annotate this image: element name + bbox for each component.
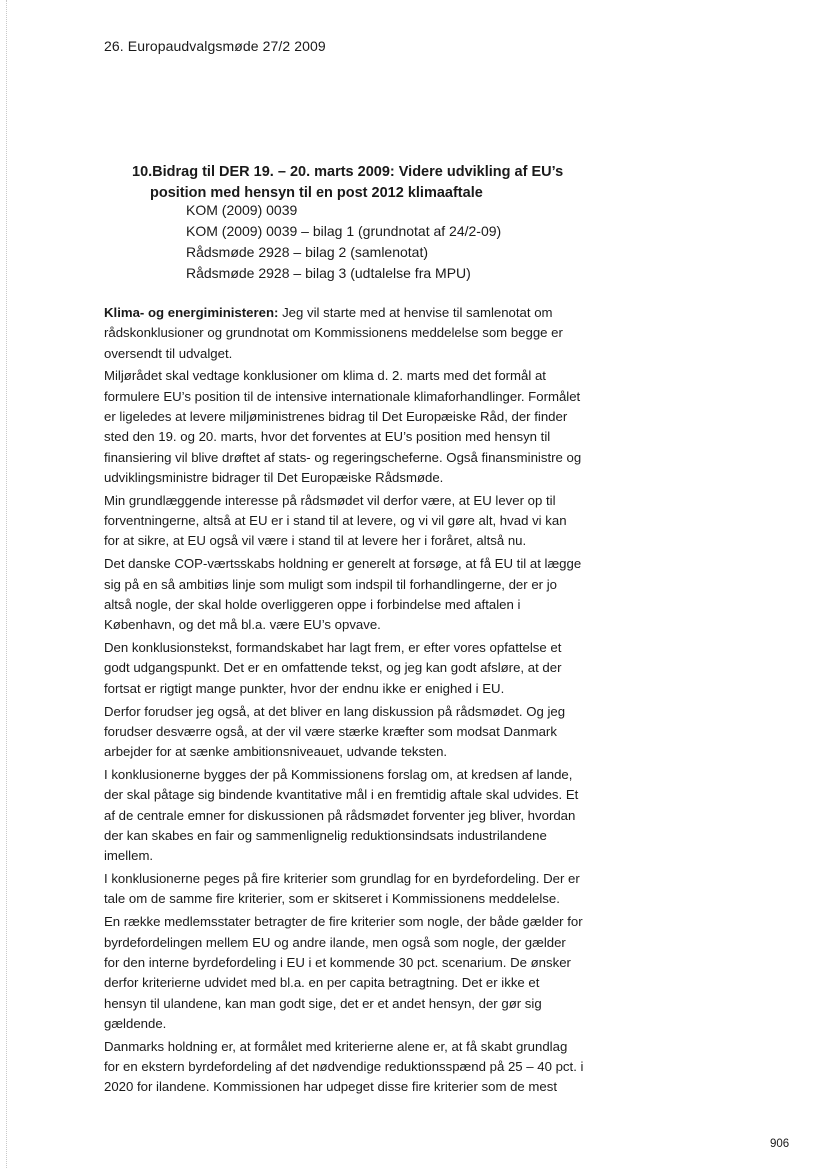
speaker-label: Klima- og energiministeren: [104, 305, 279, 320]
reference-item: Rådsmøde 2928 – bilag 2 (samlenotat) [186, 244, 429, 260]
page-header: 26. Europaudvalgsmøde 27/2 2009 [104, 38, 326, 54]
body-text [104, 303, 584, 1100]
page-number: 906 [770, 1138, 790, 1150]
paragraph: En række medlemsstater betragter de fire kriterier som nogle, der både gælder for byrdefordelingen mellem EU og andre ilande, men også som nogle, der gælder for den interne byrdefordeling i EU i et kommende 30 pct. scenarium. De ønsker derfor kriterierne udvidet med bl.a. en per capita betragtning. Det er ikke et hensyn til ulandene, kan man godt sige, det er et andet hensyn, der gør sig gældende. [104, 914, 583, 1031]
paragraph: Den konklusionstekst, formandskabet har lagt frem, er efter vores opfattelse et godt udgangspunkt. Det er en omfattende tekst, og jeg kan godt afsløre, at der fortsat er rigtigt mange punkter, hvor der endnu ikke er enighed i EU. [104, 640, 562, 696]
scan-edge-line [6, 0, 7, 1168]
reference-item: KOM (2009) 0039 [186, 202, 298, 218]
paragraph: Miljørådet skal vedtage konklusioner om klima d. 2. marts med det formål at formulere EU’s position til de intensive internationale klimaforhandlinger. Formålet er ligeledes at levere miljøministrenes bidrag til Det Europæiske Råd, der finder sted den 19. og 20. marts, hvor det forventes at EU’s position med hensyn til finansiering vil blive drøftet af stats- og regeringscheferne. Også finansministre og udviklingsministre bidrager til Det Europæiske Rådsmøde. [104, 368, 582, 485]
paragraph: Det danske COP-værtsskabs holdning er generelt at forsøge, at få EU til at lægge sig på en så ambitiøs linje som muligt som indspil til forhandlingerne, der er jo altså nogle, der skal holde overliggeren oppe i forbindelse med aftalen i København, og det må bl.a. være EU’s opvave. [104, 556, 582, 633]
paragraph [104, 303, 584, 364]
paragraph: I konklusionerne bygges der på Kommissionens forslag om, at kredsen af lande, der skal påtage sig bindende kvantitative mål i en fremtidig aftale skal udvides. Et af de centrale emner for diskussionen på rådsmødet forventer jeg bliver, hvordan der kan skabes en fair og sammenlignelig reduktionsindsats industrilandene imellem. [104, 767, 579, 864]
paragraph-text: Jeg vil starte med at henvise til samlenotat om rådskonklusioner og grundnotat om Kommissionens meddelelse som begge er oversendt til udvalget. [104, 305, 563, 361]
paragraph: Danmarks holdning er, at formålet med kriterierne alene er, at få skabt grundlag for en ekstern byrdefordeling af det nødvendige reduktionsspænd på 25 – 40 pct. i 2020 for ilandene. Kommissionen har udpeget disse fire kriterier som de mest [104, 1038, 584, 1095]
paragraph: Min grundlæggende interesse på rådsmødet vil derfor være, at EU lever op til forventningerne, altså at EU er i stand til at levere, og vi vil gøre alt, hvad vi kan for at sikre, at EU også vil være i stand til at levere her i foråret, altså nu. [104, 492, 567, 549]
section-title [132, 162, 732, 204]
section-title-line-2: position med hensyn til en post 2012 klimaaftale [150, 185, 483, 201]
reference-item: KOM (2009) 0039 – bilag 1 (grundnotat af 24/2-09) [186, 223, 502, 239]
reference-item: Rådsmøde 2928 – bilag 3 (udtalelse fra MPU) [186, 265, 471, 281]
reference-list [186, 200, 501, 284]
paragraph: Derfor forudser jeg også, at det bliver en lang diskussion på rådsmødet. Og jeg forudser desværre også, at der vil være stærke kræfter som modsat Danmark arbejder for at sænke ambitionsniveauet, udvande teksten. [104, 703, 566, 760]
paragraph: I konklusionerne peges på fire kriterier som grundlag for en byrdefordeling. Der er tale om de samme fire kriterier, som er skitseret i Kommissionens meddelelse. [104, 871, 580, 907]
section-title-line-1: 10.Bidrag til DER 19. – 20. marts 2009: Videre udvikling af EU’s [132, 164, 564, 180]
